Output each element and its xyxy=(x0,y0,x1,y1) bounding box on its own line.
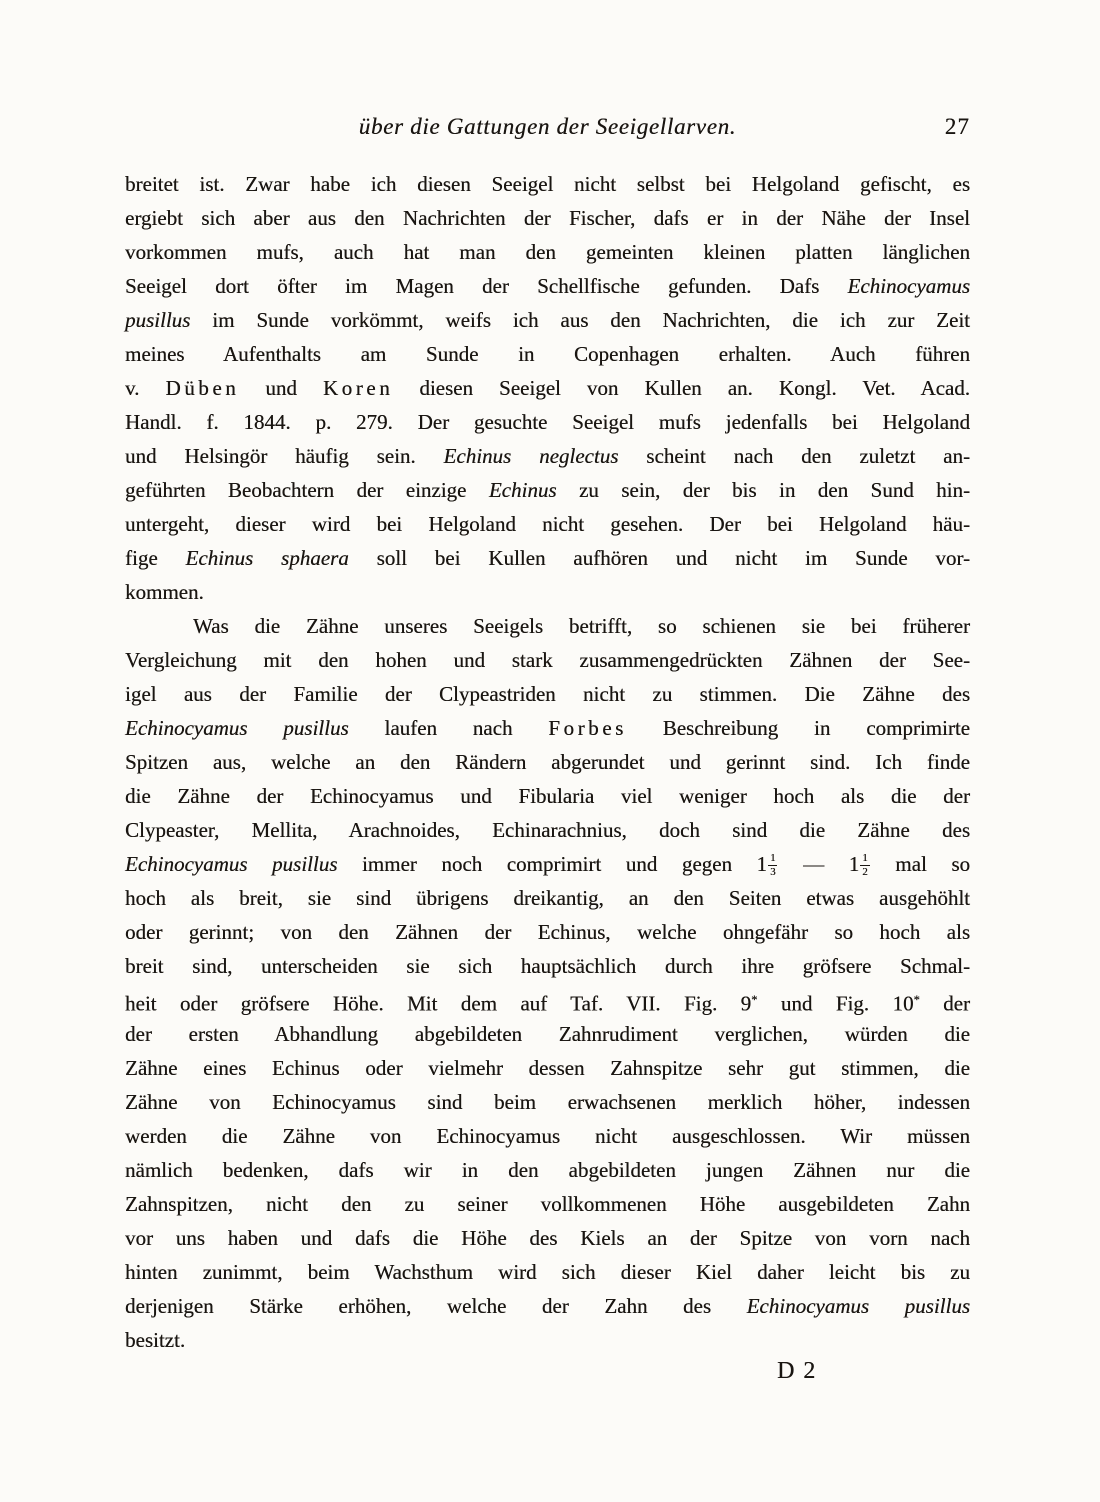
text-run: breit sind, unterscheiden sie sich hauptsächlich durch ihre gröfsere Schmal- xyxy=(125,954,970,978)
species-name-italic: pusillus xyxy=(125,308,191,332)
text-line xyxy=(125,779,970,813)
text-run: untergeht, dieser wird bei Helgoland nicht gesehen. Der bei Helgoland häu- xyxy=(125,512,970,536)
letterspaced-name: Koren xyxy=(322,376,394,400)
figure-reference-star: * xyxy=(913,993,920,1007)
text-run: Spitzen aus, welche an den Rändern abgerundet und gerinnt sind. Ich finde xyxy=(125,750,970,774)
text-line xyxy=(125,1289,970,1323)
text-line xyxy=(125,813,970,847)
species-name-italic: Echinocyamus pusillus xyxy=(125,716,349,740)
text-run: laufen nach xyxy=(348,716,549,740)
figure-reference-star: * xyxy=(751,993,758,1007)
text-line xyxy=(125,881,970,915)
text-line xyxy=(125,337,970,371)
text-line xyxy=(125,473,970,507)
text-run: Seeigel dort öfter im Magen der Schellfische gefunden. Dafs xyxy=(125,274,848,298)
text-run: oder gerinnt; von den Zähnen der Echinus, welche ohngefähr so hoch als xyxy=(125,920,970,944)
text-run: die Zähne der Echinocyamus und Fibularia viel weniger hoch als die der xyxy=(125,784,970,808)
text-run: soll bei Kullen aufhören und nicht im Sunde vor- xyxy=(348,546,970,570)
text-run: vorkommen mufs, auch hat man den gemeinten kleinen platten länglichen xyxy=(125,240,970,264)
text-line xyxy=(125,1119,970,1153)
text-run: hoch als breit, sie sind übrigens dreikantig, an den Seiten etwas ausgehöhlt xyxy=(125,886,970,910)
text-line xyxy=(125,235,970,269)
text-run: derjenigen Stärke erhöhen, welche der Zahn des xyxy=(125,1294,747,1318)
text-run: meines Aufenthalts am Sunde in Copenhagen erhalten. Auch führen xyxy=(125,342,970,366)
running-title: über die Gattungen der Seeigellarven. xyxy=(358,114,737,139)
text-line xyxy=(125,1085,970,1119)
text-run: nämlich bedenken, dafs wir in den abgebildeten jungen Zähnen nur die xyxy=(125,1158,970,1182)
text-run: hinten zunimmt, beim Wachsthum wird sich dieser Kiel daher leicht bis zu xyxy=(125,1260,970,1284)
text-run: diesen Seeigel von Kullen an. Kongl. Vet. Acad. xyxy=(393,376,971,400)
text-run: der ersten Abhandlung abgebildeten Zahnrudiment verglichen, würden die xyxy=(125,1022,970,1046)
text-run: Clypeaster, Mellita, Arachnoides, Echinarachnius, doch sind die Zähne des xyxy=(125,818,970,842)
text-line xyxy=(125,1255,970,1289)
text-run: igel aus der Familie der Clypeastriden nicht zu stimmen. Die Zähne des xyxy=(125,682,970,706)
paragraph xyxy=(125,609,970,1357)
text-run: breitet ist. Zwar habe ich diesen Seeigel nicht selbst bei Helgoland gefischt, es xyxy=(125,172,970,196)
text-line xyxy=(125,677,970,711)
text-run: geführten Beobachtern der einzige xyxy=(125,478,489,502)
paragraph xyxy=(125,167,970,609)
text-run: Zähne von Echinocyamus sind beim erwachsenen merklich höher, indessen xyxy=(125,1090,970,1114)
species-name-italic: Echinocyamus xyxy=(847,274,970,298)
text-line xyxy=(125,1153,970,1187)
text-run: — 1 xyxy=(778,852,860,876)
signature-mark: D 2 xyxy=(777,1358,817,1384)
text-line xyxy=(125,1017,970,1051)
text-run: vor uns haben und dafs die Höhe des Kiels an der Spitze von vorn nach xyxy=(125,1226,970,1250)
text-line xyxy=(125,1221,970,1255)
text-line xyxy=(125,405,970,439)
text-line xyxy=(125,711,970,745)
text-run: Was die Zähne unseres Seeigels betrifft, so schienen sie bei früherer xyxy=(193,614,970,638)
text-run: mal so xyxy=(870,852,971,876)
text-line xyxy=(125,847,970,881)
text-run: Zahnspitzen, nicht den zu seiner vollkommenen Höhe ausgebildeten Zahn xyxy=(125,1192,970,1216)
text-line xyxy=(125,507,970,541)
species-name-italic: Echinus sphaera xyxy=(185,546,349,570)
text-run: zu sein, der bis in den Sund hin- xyxy=(556,478,970,502)
text-run: und Fig. 10 xyxy=(757,991,914,1016)
text-run: Vergleichung mit den hohen und stark zusammengedrückten Zähnen der See- xyxy=(125,648,970,672)
text-line xyxy=(125,643,970,677)
text-run: heit oder gröfsere Höhe. Mit dem auf Taf. VII. Fig. 9 xyxy=(125,991,752,1016)
text-line xyxy=(125,983,970,1017)
text-line xyxy=(125,609,970,643)
species-name-italic: Echinus xyxy=(488,478,557,502)
text-run: scheint nach den zuletzt an- xyxy=(618,444,970,468)
species-name-italic: Echinocyamus pusillus xyxy=(125,852,338,876)
text-line xyxy=(125,1187,970,1221)
text-line xyxy=(125,745,970,779)
stacked-fraction: $\frac{1}{2}$ xyxy=(862,851,868,878)
text-run: Beschreibung in comprimirte xyxy=(626,716,970,740)
text-run: Handl. f. 1844. p. 279. Der gesuchte Seeigel mufs jedenfalls bei Helgoland xyxy=(125,410,970,434)
text-line xyxy=(125,371,970,405)
species-name-italic: Echinus neglectus xyxy=(443,444,619,468)
text-line xyxy=(125,167,970,201)
text-run: werden die Zähne von Echinocyamus nicht ausgeschlossen. Wir müssen xyxy=(125,1124,970,1148)
text-run: ergiebt sich aber aus den Nachrichten der Fischer, dafs er in der Nähe der Insel xyxy=(125,206,970,230)
text-run: im Sunde vorkömmt, weifs ich aus den Nachrichten, die ich zur Zeit xyxy=(190,308,970,332)
species-name-italic: Echinocyamus pusillus xyxy=(746,1294,970,1318)
text-run: Zähne eines Echinus oder vielmehr dessen Zahnspitze sehr gut stimmen, die xyxy=(125,1056,970,1080)
text-line xyxy=(125,575,970,609)
text-line xyxy=(125,269,970,303)
stacked-fraction: $\frac{1}{3}$ xyxy=(770,851,776,878)
letterspaced-name: Düben xyxy=(165,376,240,400)
text-run: immer noch comprimirt und gegen 1 xyxy=(337,852,768,876)
text-run: v. xyxy=(125,376,166,400)
text-run: besitzt. xyxy=(125,1328,186,1352)
running-header xyxy=(125,112,970,146)
letterspaced-name: Forbes xyxy=(548,716,627,740)
text-run: fige xyxy=(125,546,186,570)
page-number: 27 xyxy=(944,114,970,139)
text-line xyxy=(125,439,970,473)
text-line xyxy=(125,1323,970,1357)
text-block xyxy=(125,167,970,1357)
text-run: und xyxy=(239,376,323,400)
text-line xyxy=(125,201,970,235)
text-run: der xyxy=(919,991,970,1016)
text-line xyxy=(125,1051,970,1085)
text-line xyxy=(125,303,970,337)
text-run: und Helsingör häufig sein. xyxy=(125,444,444,468)
text-line xyxy=(125,915,970,949)
text-run: kommen. xyxy=(125,580,204,604)
text-line xyxy=(125,541,970,575)
text-line xyxy=(125,949,970,983)
